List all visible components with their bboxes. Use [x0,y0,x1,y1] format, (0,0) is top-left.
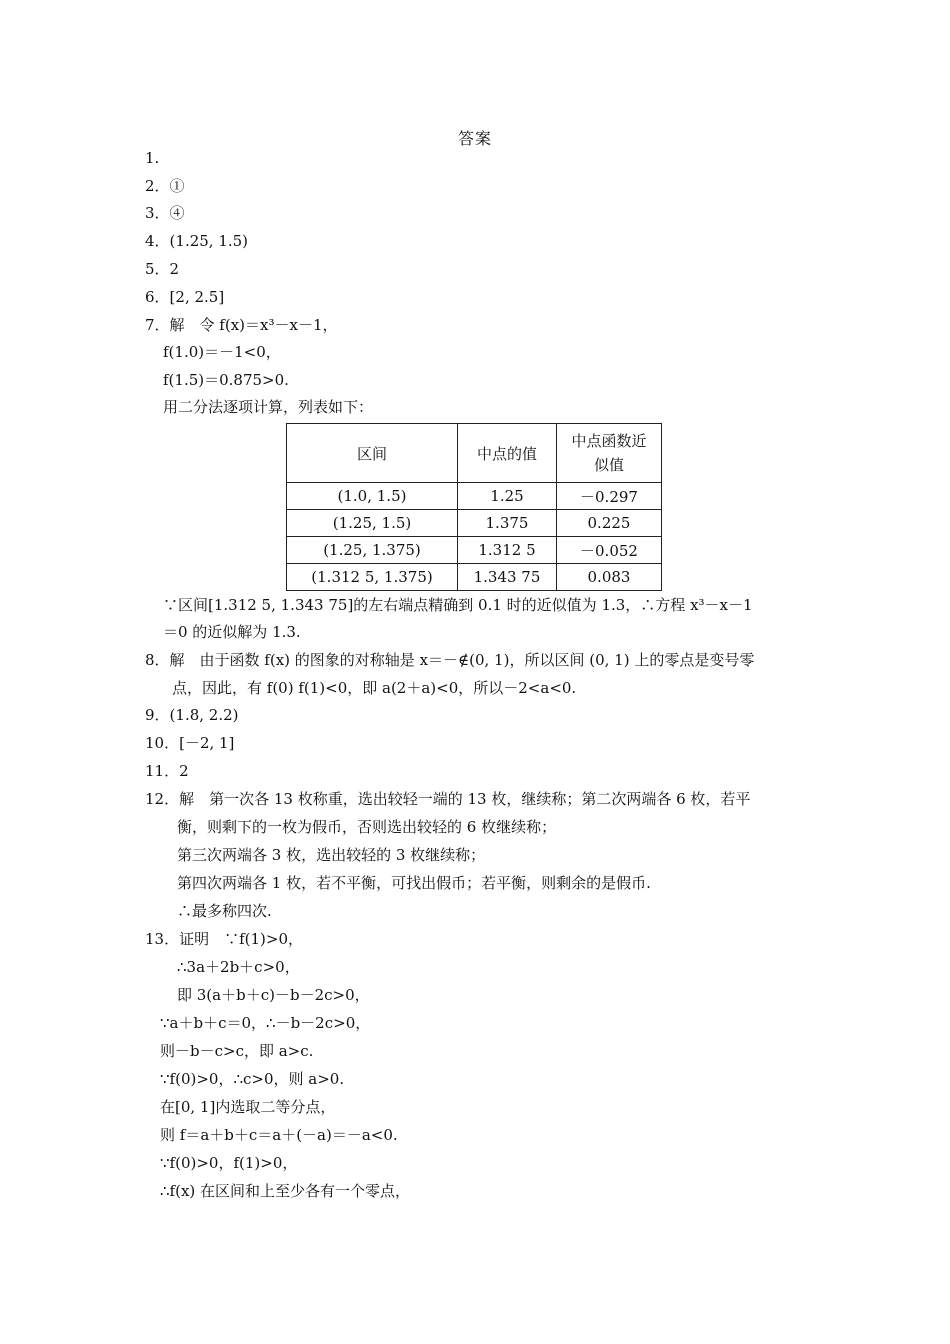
table-row [287,564,662,591]
answer-13-line-h: ∵f(0)>0，f(1)>0， [160,1154,298,1172]
answer-7-line-e: ＝0 的近似解为 1.3. [163,623,301,641]
answer-6: 6．[2, 2.5] [145,288,225,306]
answer-3: 3．④ [145,204,185,222]
answer-12-line-b: 第三次两端各 3 枚，选出较轻的 3 枚继续称； [177,846,486,864]
answer-9: 9．(1.8, 2.2) [145,706,239,724]
table-cell: 0.225 [557,510,662,537]
table-cell: (1.312 5, 1.375) [287,564,458,591]
answer-7-line-a: f(1.0)＝－1<0， [163,343,281,361]
answer-13-line-b: 即 3(a＋b＋c)－b－2c>0， [177,986,370,1004]
header-approx [557,424,662,483]
answer-13-line-a: ∴3a＋2b＋c>0， [177,958,300,976]
answer-7: 7．解 令 f(x)＝x³－x－1， [145,316,338,334]
page-title: 答案 [457,129,492,148]
answer-7-line-d: ∵区间[1.312 5, 1.343 75]的左右端点精确到 0.1 时的近似值为 1.3，∴方程 x³－x－1 [163,596,753,614]
table-row [287,537,662,564]
answer-2: 2．① [145,177,185,195]
answer-1: 1. [145,149,160,167]
answer-5: 5．2 [145,260,180,278]
header-interval: 区间 [287,424,458,483]
table-cell: －0.052 [557,537,662,564]
header-approx-line1: 中点函数近 [571,432,647,450]
table-cell: 1.25 [458,483,557,510]
answer-12-line-a: 衡，则剩下的一枚为假币，否则选出较轻的 6 枚继续称； [177,818,557,836]
table-row [287,510,662,537]
answer-13-line-e: ∵f(0)>0，∴c>0，则 a>0. [160,1070,345,1088]
answer-12-line-d: ∴最多称四次. [177,902,272,920]
answer-7-line-b: f(1.5)＝0.875>0. [163,371,289,389]
table-row [287,483,662,510]
answer-13-line-d: 则－b－c>c，即 a>c. [160,1042,314,1060]
table-cell: 0.083 [557,564,662,591]
table-cell: (1.25, 1.375) [287,537,458,564]
table-cell: 1.343 75 [458,564,557,591]
answer-13-line-g: 则 f＝a＋b＋c＝a＋(－a)＝－a<0. [160,1126,398,1144]
answer-8-line-a: 点，因此，有 f(0) f(1)<0，即 a(2＋a)<0，所以－2<a<0. [172,679,577,697]
bisection-table [286,423,662,591]
table-header-row [287,424,662,483]
answer-8: 8．解 由于函数 f(x) 的图象的对称轴是 x＝－∉(0, 1)，所以区间 (0, 1) 上的零点是变号零 [145,651,755,669]
header-approx-line2: 似值 [593,456,624,474]
answer-13-line-c: ∵a＋b＋c＝0，∴－b－2c>0， [160,1014,371,1032]
table-cell: (1.25, 1.5) [287,510,458,537]
answer-10: 10．[－2, 1] [145,734,235,752]
answer-4: 4．(1.25, 1.5) [145,232,249,250]
table-cell: －0.297 [557,483,662,510]
answer-13-line-i: ∴f(x) 在区间和上至少各有一个零点， [160,1182,411,1200]
table-cell: 1.312 5 [458,537,557,564]
answer-13: 13．证明 ∵f(1)>0， [145,930,303,948]
answer-12-line-c: 第四次两端各 1 枚，若不平衡，可找出假币；若平衡，则剩余的是假币. [177,874,651,892]
answer-7-line-c: 用二分法逐项计算，列表如下： [163,398,374,416]
table-cell: 1.375 [458,510,557,537]
answer-13-line-f: 在[0, 1]内选取二等分点， [160,1098,336,1116]
answer-12: 12．解 第一次各 13 枚称重，选出较轻一端的 13 枚，继续称；第二次两端各 6 枚，若平 [145,790,751,808]
answer-11: 11．2 [145,762,189,780]
table-cell: (1.0, 1.5) [287,483,458,510]
header-midpoint: 中点的值 [458,424,557,483]
